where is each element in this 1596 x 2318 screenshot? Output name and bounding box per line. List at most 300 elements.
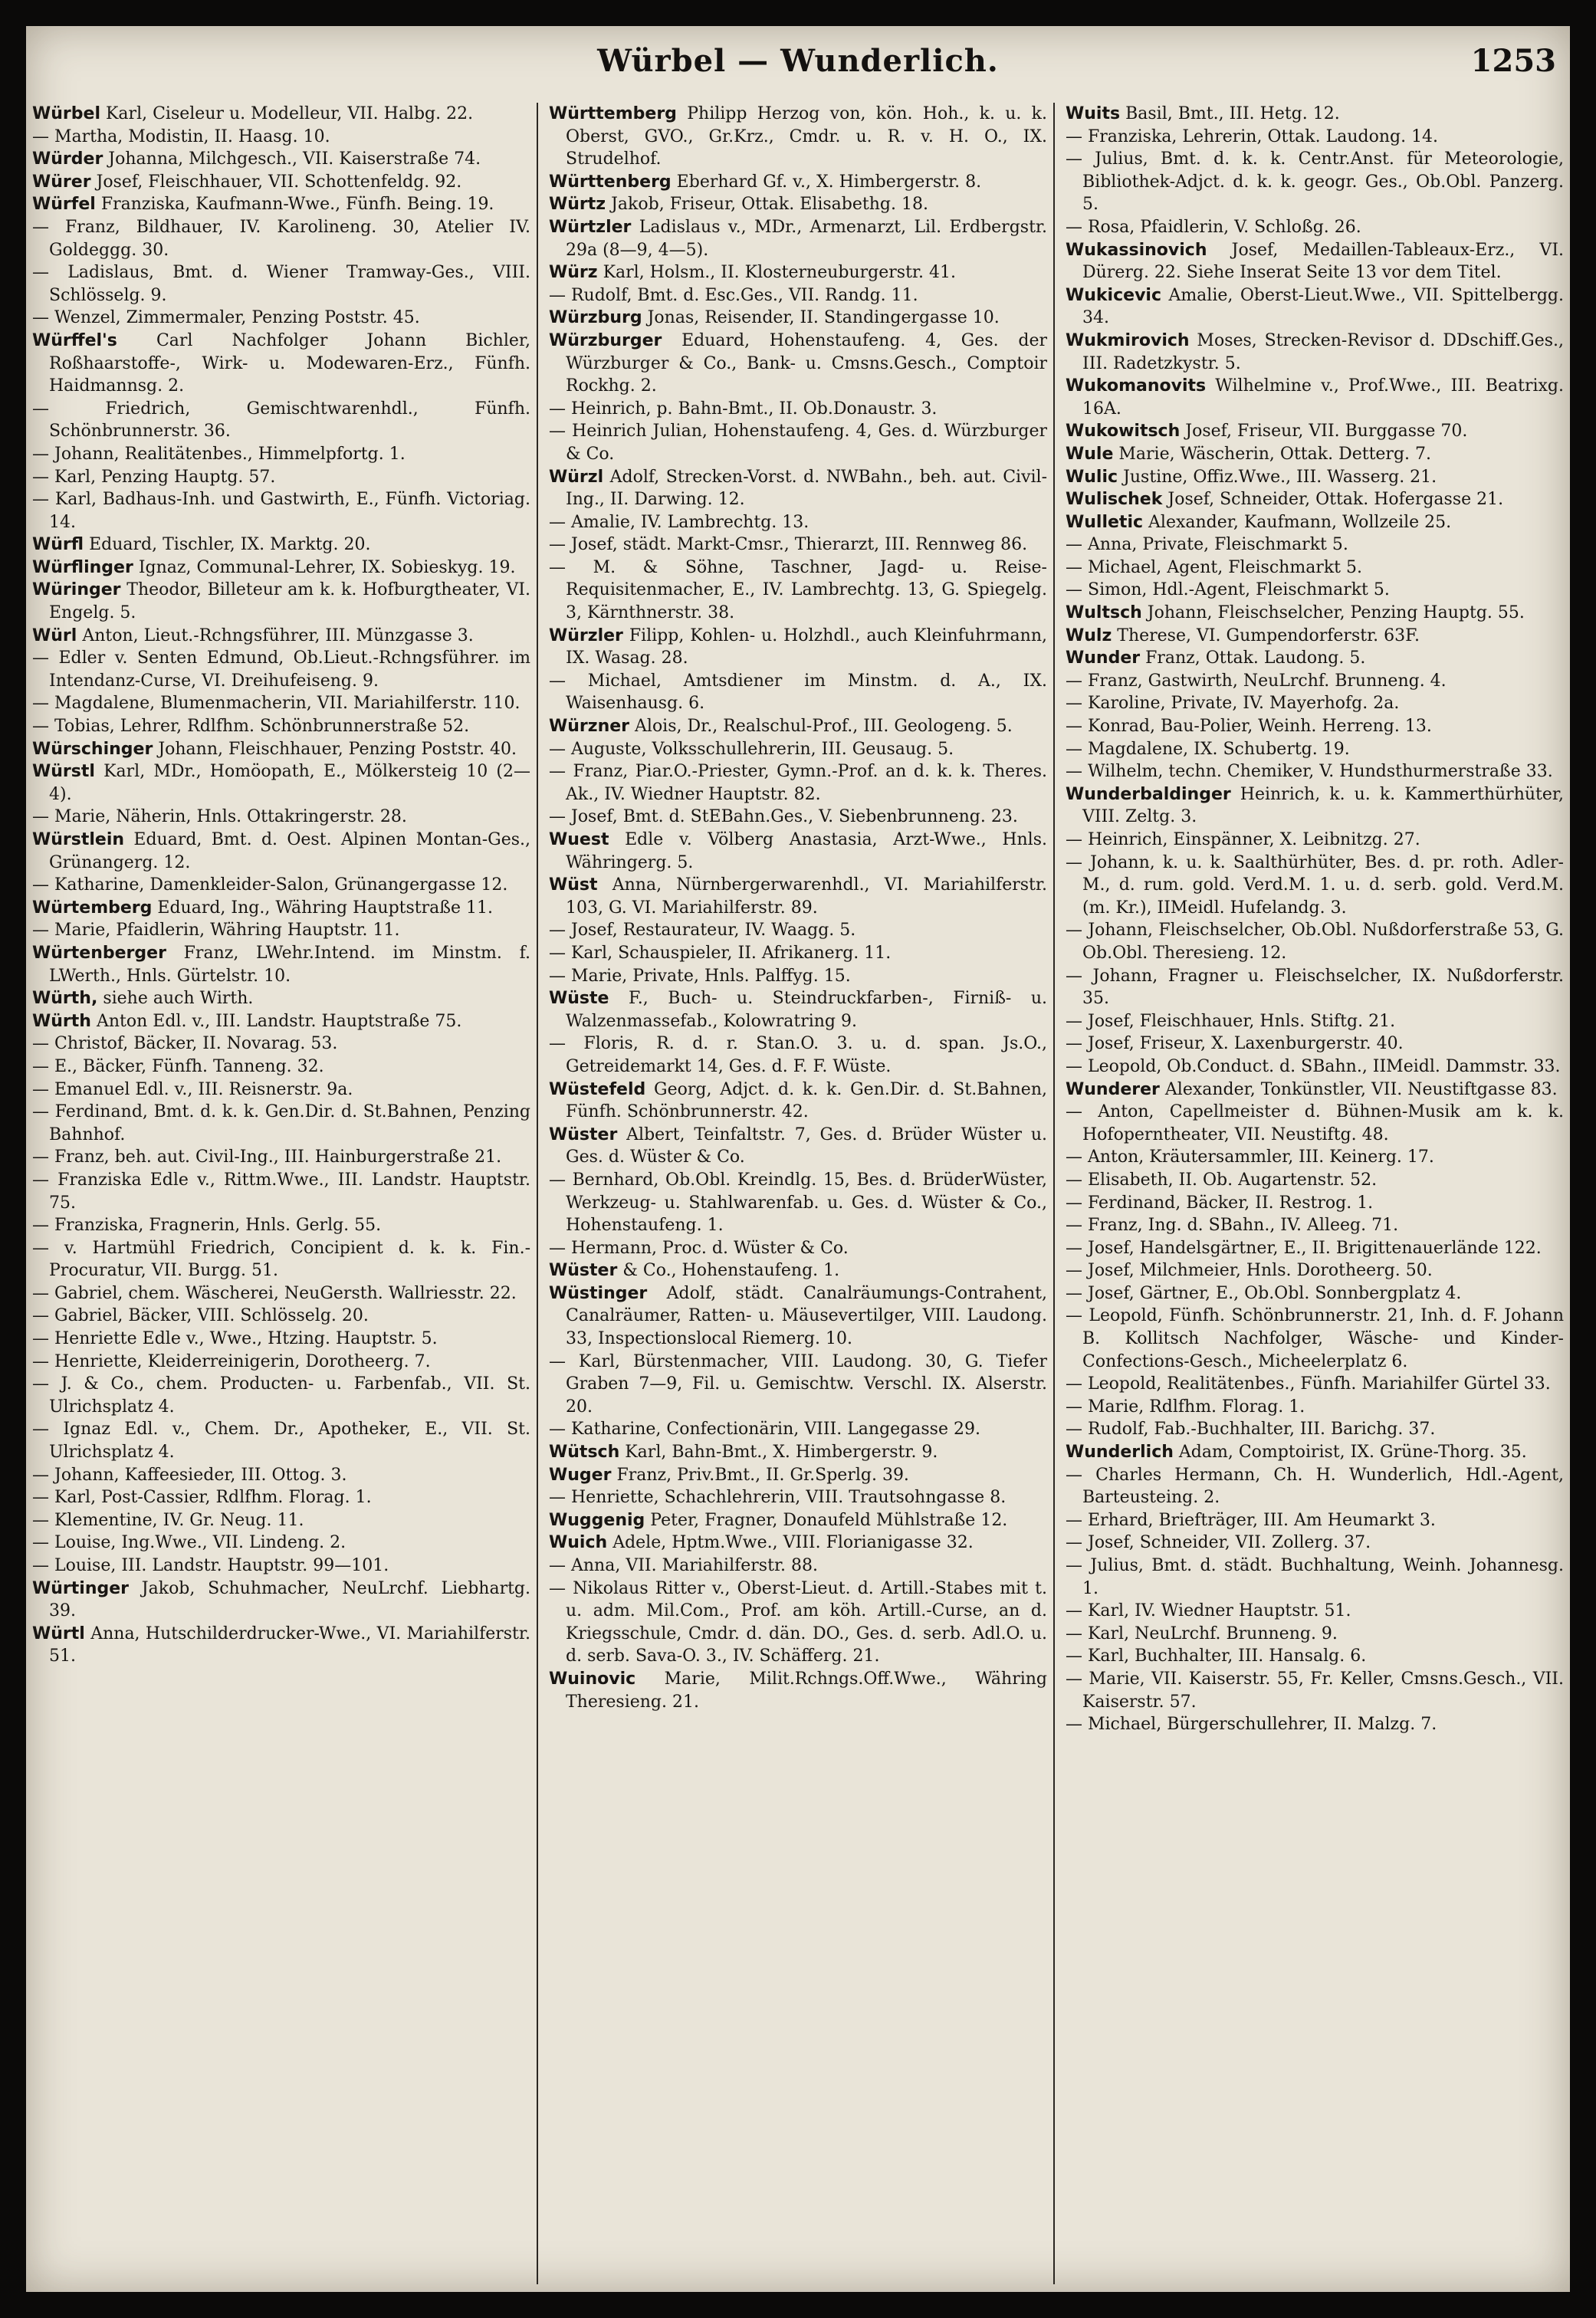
directory-entry [549, 919, 1047, 942]
entry-surname: Würz [549, 263, 598, 283]
entry-details: — Leopold, Realitätenbes., Fünfh. Mariahilfer Gürtel 33. [1066, 1374, 1551, 1394]
entry-surname: Würzner [549, 717, 630, 737]
directory-entry [549, 1486, 1047, 1509]
entry-surname: Würtzler [549, 217, 632, 237]
directory-entry [549, 1464, 1047, 1487]
entry-surname: Wulz [1066, 625, 1112, 645]
entry-details: — Michael, Agent, Fleischmarkt 5. [1066, 557, 1362, 577]
entry-details: Moses, Strecken-Revisor d. DDschiff.Ges., III. Radetzkystr. 5. [1082, 330, 1564, 373]
entry-details: — Franz, Piar.O.-Priester, Gymn.-Prof. an d. k. k. Theres. Ak., IV. Wiedner Hauptstr. 82. [549, 762, 1047, 804]
entry-details: Karl, Holsm., II. Klosterneuburgerstr. 41. [603, 263, 956, 283]
entry-surname: Würder [32, 149, 103, 169]
entry-details: — Johann, Kaffeesieder, III. Ottog. 3. [32, 1465, 347, 1485]
entry-surname: Wuest [549, 830, 609, 849]
entry-surname: Wuger [549, 1465, 612, 1485]
entry-details: — Klementine, IV. Gr. Neug. 11. [32, 1510, 304, 1530]
directory-entry [1066, 488, 1564, 511]
entry-details: Marie, Wäscherin, Ottak. Detterg. 7. [1118, 444, 1432, 464]
entry-surname: Wüst [549, 875, 598, 895]
entry-details: — Wilhelm, techn. Chemiker, V. Hundsthurmerstraße 33. [1066, 762, 1553, 782]
directory-entry [1066, 148, 1564, 216]
directory-entry [1066, 284, 1564, 330]
entry-details: Georg, Adjct. d. k. k. Gen.Dir. d. St.Bahnen, Fünfh. Schönbrunnerstr. 42. [566, 1079, 1047, 1122]
entry-surname: Wunderer [1066, 1079, 1160, 1099]
entry-details: — Johann, Fragner u. Fleischselcher, IX. Nußdorferstr. 35. [1066, 966, 1564, 1009]
directory-entry [32, 1282, 530, 1305]
directory-entry [1066, 443, 1564, 466]
directory-entry [1066, 103, 1564, 126]
directory-entry [32, 1056, 530, 1079]
entry-surname: Würstlein [32, 830, 125, 849]
entry-surname: Würbel [32, 104, 100, 123]
entry-details: Filipp, Kohlen- u. Holzhdl., auch Kleinfuhrmann, IX. Wasag. 28. [566, 625, 1048, 668]
directory-entry [549, 216, 1047, 261]
entry-details: Eduard, Ing., Währing Hauptstraße 11. [157, 898, 493, 918]
entry-details: Justine, Offiz.Wwe., III. Wasserg. 21. [1123, 467, 1437, 487]
entry-details: — Karl, IV. Wiedner Hauptstr. 51. [1066, 1601, 1351, 1621]
entry-details: Franz, Priv.Bmt., II. Gr.Sperlg. 39. [616, 1465, 909, 1485]
entry-details: — Josef, Schneider, VII. Zollerg. 37. [1066, 1533, 1371, 1553]
directory-entry [32, 1328, 530, 1351]
directory-entry [32, 126, 530, 149]
entry-details: Franz, LWehr.Intend. im Minstm. f. LWerth., Hnls. Gürtelstr. 10. [49, 943, 530, 986]
entry-details: — Henriette Edle v., Wwe., Htzing. Hauptstr. 5. [32, 1329, 438, 1349]
directory-entry [1066, 534, 1564, 557]
entry-surname: Wunderbaldinger [1066, 784, 1231, 804]
directory-entry [1066, 1441, 1564, 1464]
entry-details: — Karl, Bürstenmacher, VIII. Laudong. 30, G. Tiefer Graben 7—9, Fil. u. Gemischtw. Verschl. IX. Alserstr. 20. [549, 1351, 1047, 1417]
page-header [26, 43, 1570, 89]
entry-surname: Wuggenig [549, 1510, 645, 1530]
directory-entry [1066, 1509, 1564, 1532]
entry-details: — Ferdinand, Bmt. d. k. k. Gen.Dir. d. St.Bahnen, Penzing Bahnhof. [32, 1102, 530, 1144]
entry-surname: Würl [32, 625, 77, 645]
directory-entry [32, 216, 530, 261]
entry-details: Adam, Comptoirist, IX. Grüne-Thorg. 35. [1178, 1443, 1527, 1463]
directory-entry [32, 1033, 530, 1056]
directory-entry [32, 466, 530, 489]
entry-details: Alexander, Kaufmann, Wollzeile 25. [1148, 512, 1452, 532]
entry-details: — Michael, Bürgerschullehrer, II. Malzg. 7. [1066, 1715, 1437, 1735]
entry-details: Anton, Lieut.-Rchngsführer, III. Münzgasse 3. [82, 625, 474, 645]
directory-entry [549, 171, 1047, 194]
entry-details: Alexander, Tonkünstler, VII. Neustiftgasse 83. [1164, 1079, 1558, 1099]
directory-entry [1066, 1101, 1564, 1146]
entry-details: — J. & Co., chem. Producten- u. Farbenfab., VII. St. Ulrichsplatz 4. [32, 1374, 530, 1417]
entry-details: — Josef, städt. Markt-Cmsr., Thierarzt, III. Rennweg 86. [549, 535, 1028, 555]
directory-entry [549, 625, 1047, 670]
entry-details: — Heinrich Julian, Hohenstaufeng. 4, Ges. d. Würzburger & Co. [549, 422, 1047, 464]
entry-details: — Franz, Gastwirth, NeuLrchf. Brunneng. 4. [1066, 671, 1447, 691]
directory-entry [32, 148, 530, 171]
directory-entry [32, 1464, 530, 1487]
directory-entry [549, 330, 1047, 398]
entry-details: — Marie, Pfaidlerin, Währing Hauptstr. 11. [32, 921, 400, 941]
directory-entry [32, 692, 530, 715]
entry-surname: Württenberg [549, 172, 672, 192]
entry-details: Heinrich, k. u. k. Kammerthürhüter, VIII. Zeltg. 3. [1082, 784, 1564, 827]
entry-details: — Gabriel, Bäcker, VIII. Schlösselg. 20. [32, 1306, 369, 1326]
directory-entry [549, 466, 1047, 511]
entry-details: — Johann, Realitätenbes., Himmelpfortg. 1. [32, 444, 406, 464]
entry-details: — Julius, Bmt. d. k. k. Centr.Anst. für Meteorologie, Bibliothek-Adjct. d. k. k. geogr. Ges., Ob.Obl. Panzerg. 5. [1066, 149, 1564, 215]
entry-details: — Katharine, Confectionärin, VIII. Langegasse 29. [549, 1420, 980, 1440]
entry-details: — Anton, Kräutersammler, III. Keinerg. 17. [1066, 1148, 1434, 1167]
entry-details: — Floris, R. d. r. Stan.O. 3. u. d. span. Js.O., Getreidemarkt 14, Ges. d. F. F. Wüste. [549, 1034, 1047, 1076]
directory-entry [1066, 1645, 1564, 1668]
directory-entry [32, 829, 530, 874]
directory-entry [1066, 1623, 1564, 1646]
entry-details: Wilhelmine v., Prof.Wwe., III. Beatrixg. 16A. [1082, 376, 1564, 419]
entry-details: — Elisabeth, II. Ob. Augartenstr. 52. [1066, 1170, 1378, 1190]
entry-details: — Friedrich, Gemischtwarenhdl., Fünfh. Schönbrunnerstr. 36. [32, 399, 530, 442]
entry-details: Josef, Fleischhauer, VII. Schottenfeldg. 92. [96, 172, 462, 192]
entry-surname: Würffel's [32, 330, 117, 350]
directory-entry [1066, 1237, 1564, 1260]
entry-details: — Karl, Badhaus-Inh. und Gastwirth, E., Fünfh. Victoriag. 14. [32, 490, 530, 532]
entry-details: Amalie, Oberst-Lieut.Wwe., VII. Spittelbergg. 34. [1082, 285, 1564, 328]
entry-surname: Wüster [549, 1261, 618, 1281]
directory-entry [32, 874, 530, 897]
directory-entry [549, 1169, 1047, 1237]
directory-entry [549, 1509, 1047, 1532]
directory-entry [1066, 1532, 1564, 1555]
directory-entry [549, 1237, 1047, 1260]
entry-details: Therese, VI. Gumpendorferstr. 63F. [1117, 625, 1420, 645]
directory-entry [1066, 1713, 1564, 1736]
directory-entry [1066, 1282, 1564, 1305]
entry-details: — Leopold, Ob.Conduct. d. SBahn., IIMeidl. Dammstr. 33. [1066, 1056, 1561, 1076]
entry-details: siehe auch Wirth. [103, 989, 254, 1009]
entry-details: — Karl, NeuLrchf. Brunneng. 9. [1066, 1624, 1338, 1643]
directory-entry [549, 829, 1047, 874]
entry-surname: Wüstefeld [549, 1079, 646, 1099]
directory-entry [32, 579, 530, 624]
entry-details: — Karl, Penzing Hauptg. 57. [32, 467, 276, 487]
entry-details: Eduard, Hohenstaufeng. 4, Ges. der Würzburger & Co., Bank- u. Cmsns.Gesch., Comptoir Rockhg. 2. [566, 330, 1047, 396]
entry-details: Karl, Ciseleur u. Modelleur, VII. Halbg. 22. [106, 104, 474, 123]
entry-details: Adolf, städt. Canalräumungs-Contrahent, Canalräumer, Ratten- u. Mäusevertilger, VIII. Laudong. 33, Inspectionslocal Riemerg. 10. [566, 1283, 1047, 1349]
entry-details: Jakob, Friseur, Ottak. Elisabethg. 18. [611, 195, 928, 215]
directory-entry [32, 738, 530, 761]
entry-details: — Tobias, Lehrer, Rdlfhm. Schönbrunnerstraße 52. [32, 717, 470, 737]
entry-details: — v. Hartmühl Friedrich, Concipient d. k. k. Fin.-Procuratur, VII. Burgg. 51. [32, 1238, 530, 1281]
entry-details: — Josef, Handelsgärtner, E., II. Brigittenauerlände 122. [1066, 1238, 1542, 1258]
entry-details: — E., Bäcker, Fünfh. Tanneng. 32. [32, 1056, 324, 1076]
directory-entry [1066, 919, 1564, 964]
entry-surname: Wukicevic [1066, 285, 1161, 305]
directory-entry [32, 1486, 530, 1509]
directory-entry [1066, 557, 1564, 580]
entry-details: — Auguste, Volksschullehrerin, III. Geusaug. 5. [549, 739, 954, 759]
directory-entry [1066, 1056, 1564, 1079]
entry-surname: Wulischek [1066, 490, 1163, 510]
entry-details: — Rudolf, Bmt. d. Esc.Ges., VII. Randg. 11. [549, 285, 918, 305]
entry-details: — Johann, Fleischselcher, Ob.Obl. Nußdorferstraße 53, G. Ob.Obl. Theresieng. 12. [1066, 921, 1564, 963]
directory-entry [1066, 760, 1564, 783]
directory-entry [1066, 1418, 1564, 1441]
entry-details: Edle v. Völberg Anastasia, Arzt-Wwe., Hnls. Währingerg. 5. [566, 830, 1047, 872]
directory-entry [1066, 239, 1564, 284]
entry-surname: Wule [1066, 444, 1114, 464]
entry-details: — Rosa, Pfaidlerin, V. Schloßg. 26. [1066, 217, 1361, 237]
directory-entry [1066, 647, 1564, 670]
entry-surname: Würflinger [32, 557, 133, 577]
directory-entry [1066, 330, 1564, 375]
directory-entry [549, 103, 1047, 171]
directory-entry [549, 715, 1047, 738]
directory-entry [32, 1351, 530, 1374]
directory-entry [1066, 965, 1564, 1010]
directory-entry [32, 919, 530, 942]
directory-entry [549, 670, 1047, 715]
entry-details: — Simon, Hdl.-Agent, Fleischmarkt 5. [1066, 580, 1390, 600]
directory-entry [32, 307, 530, 330]
directory-entry [549, 1124, 1047, 1169]
directory-entry [1066, 738, 1564, 761]
entry-details: — Marie, Private, Hnls. Palffyg. 15. [549, 966, 851, 986]
directory-entry [549, 1418, 1047, 1441]
directory-entry [1066, 1010, 1564, 1033]
directory-entry [32, 488, 530, 534]
directory-entry [1066, 1192, 1564, 1215]
directory-entry [1066, 1033, 1564, 1056]
directory-entry [32, 1555, 530, 1578]
entry-details: Alois, Dr., Realschul-Prof., III. Geologeng. 5. [635, 717, 1013, 737]
entry-surname: Würtz [549, 195, 606, 215]
directory-entry [1066, 1600, 1564, 1623]
directory-entry [1066, 625, 1564, 648]
directory-entry [549, 965, 1047, 988]
directory-entry [549, 420, 1047, 465]
directory-entry [1066, 420, 1564, 443]
entry-details: Adele, Hptm.Wwe., VIII. Florianigasse 32. [612, 1533, 974, 1553]
entry-surname: Wuich [549, 1533, 608, 1553]
entry-surname: Wukassinovich [1066, 240, 1207, 260]
directory-entry [32, 557, 530, 580]
entry-details: — Marie, Näherin, Hnls. Ottakringerstr. 28. [32, 807, 407, 827]
entry-details: — Karl, Schauspieler, II. Afrikanerg. 11. [549, 943, 892, 963]
entry-details: Franz, Ottak. Laudong. 5. [1145, 648, 1366, 668]
directory-entry [32, 1305, 530, 1328]
entry-details: — Erhard, Briefträger, III. Am Heumarkt 3. [1066, 1510, 1436, 1530]
directory-entry [549, 1578, 1047, 1668]
directory-entry [549, 284, 1047, 307]
entry-surname: Wukowitsch [1066, 422, 1181, 442]
directory-entry [32, 1373, 530, 1418]
entry-surname: Wuinovic [549, 1669, 636, 1689]
directory-entry [549, 987, 1047, 1033]
entry-details: — Ferdinand, Bäcker, II. Restrog. 1. [1066, 1193, 1374, 1213]
directory-entry [549, 738, 1047, 761]
directory-entry [1066, 1305, 1564, 1373]
directory-column-1 [32, 103, 538, 2284]
entry-details: Ladislaus v., MDr., Armenarzt, Lil. Erdbergstr. 29a (8—9, 4—5). [566, 217, 1047, 260]
entry-details: F., Buch- u. Steindruckfarben-, Firniß- u. Walzenmassefab., Kolowratring 9. [566, 989, 1047, 1031]
entry-details: Anna, Hutschilderdrucker-Wwe., VI. Mariahilferstr. 51. [49, 1624, 530, 1666]
directory-entry [549, 1532, 1047, 1555]
entry-surname: Wüstinger [549, 1283, 648, 1303]
directory-entry [32, 806, 530, 829]
directory-entry [32, 647, 530, 692]
directory-entry [549, 1668, 1047, 1713]
entry-details: — Marie, Rdlfhm. Florag. 1. [1066, 1397, 1305, 1417]
entry-details: Anna, Nürnbergerwarenhdl., VI. Mariahilferstr. 103, G. VI. Mariahilferstr. 89. [566, 875, 1047, 918]
directory-column-3 [1066, 103, 1564, 2284]
entry-details: — Heinrich, p. Bahn-Bmt., II. Ob.Donaustr. 3. [549, 399, 938, 419]
entry-surname: Würstl [32, 762, 95, 782]
directory-entry [549, 534, 1047, 557]
entry-details: Franziska, Kaufmann-Wwe., Fünfh. Being. 19. [100, 195, 494, 215]
directory-entry [32, 103, 530, 126]
entry-surname: Würtenberger [32, 943, 166, 963]
directory-entry [1066, 511, 1564, 534]
entry-details: — Bernhard, Ob.Obl. Kreindlg. 15, Bes. d. BrüderWüster, Werkzeug- u. Stahlwarenfab. u. Ges. d. Wüster & Co., Hohenstaufeng. 1. [549, 1170, 1047, 1236]
entry-details: Johann, Fleischselcher, Penzing Hauptg. 55. [1147, 603, 1525, 623]
entry-details: — Josef, Gärtner, E., Ob.Obl. Sonnbergplatz 4. [1066, 1283, 1462, 1303]
entry-surname: Würer [32, 172, 91, 192]
directory-entry [1066, 715, 1564, 738]
directory-entry [549, 1282, 1047, 1351]
entry-details: — Nikolaus Ritter v., Oberst-Lieut. d. Artill.-Stabes mit t. u. adm. Mil.Com., Prof. am köh. Artill.-Curse, an d. Kriegsschule, Cmdr. d. dän. DO., Ges. d. serb. Adl.O. u. d. serb. Sava-O. 3., IV. Schäfferg. 21. [549, 1578, 1047, 1666]
directory-entry [549, 1259, 1047, 1282]
entry-details: — Charles Hermann, Ch. H. Wunderlich, Hdl.-Agent, Barteusteing. 2. [1066, 1465, 1564, 1508]
entry-details: Jonas, Reisender, II. Standingergasse 10. [647, 308, 1000, 328]
directory-columns [32, 103, 1564, 2284]
directory-entry [32, 330, 530, 398]
entry-details: Eberhard Gf. v., X. Himbergerstr. 8. [676, 172, 982, 192]
entry-details: — Franziska Edle v., Rittm.Wwe., III. Landstr. Hauptstr. 75. [32, 1170, 530, 1213]
entry-details: Josef, Friseur, VII. Burggasse 70. [1185, 422, 1468, 442]
directory-entry [32, 171, 530, 194]
entry-details: Peter, Fragner, Donaufeld Mühlstraße 12. [650, 1510, 1008, 1530]
entry-details: — Josef, Friseur, X. Laxenburgerstr. 40. [1066, 1034, 1404, 1054]
entry-surname: Würzler [549, 625, 623, 645]
directory-entry [549, 193, 1047, 216]
directory-entry [1066, 1169, 1564, 1192]
entry-details: — Franziska, Lehrerin, Ottak. Laudong. 14. [1066, 126, 1439, 146]
entry-details: — M. & Söhne, Taschner, Jagd- u. Reise-Requisitenmacher, E., IV. Lambrechtg. 13, G. Spiegelg. 3, Kärnthnerstr. 38. [549, 557, 1047, 623]
directory-entry [32, 1509, 530, 1532]
entry-details: — Wenzel, Zimmermaler, Penzing Poststr. 45. [32, 308, 420, 328]
directory-entry [32, 1146, 530, 1169]
entry-details: — Katharine, Damenkleider-Salon, Grünangergasse 12. [32, 875, 508, 895]
directory-entry [32, 1578, 530, 1623]
entry-details: Johann, Fleischhauer, Penzing Poststr. 40. [158, 739, 517, 759]
entry-surname: Würth [32, 1011, 91, 1031]
directory-entry [32, 1214, 530, 1237]
entry-details: — Josef, Milchmeier, Hnls. Dorotheerg. 50. [1066, 1261, 1433, 1281]
entry-details: — Anton, Capellmeister d. Bühnen-Musik am k. k. Hofoperntheater, VII. Neustiftg. 48. [1066, 1102, 1564, 1144]
directory-entry [549, 398, 1047, 421]
directory-entry [549, 511, 1047, 534]
entry-surname: Wulic [1066, 467, 1118, 487]
entry-details: — Christof, Bäcker, II. Novarag. 53. [32, 1034, 338, 1054]
directory-column-2 [549, 103, 1055, 2284]
entry-details: — Karl, Buchhalter, III. Hansalg. 6. [1066, 1647, 1367, 1666]
entry-details: Eduard, Tischler, IX. Marktg. 20. [89, 535, 371, 555]
entry-details: — Karoline, Private, IV. Mayerhofg. 2a. [1066, 694, 1400, 714]
directory-page [26, 26, 1570, 2292]
directory-entry [32, 987, 530, 1010]
directory-entry [32, 1623, 530, 1668]
directory-entry [549, 760, 1047, 806]
entry-details: & Co., Hohenstaufeng. 1. [622, 1261, 840, 1281]
running-title: Würbel — Wunderlich. [597, 43, 999, 79]
directory-entry [1066, 466, 1564, 489]
directory-entry [32, 398, 530, 443]
entry-surname: Würtinger [32, 1578, 130, 1598]
entry-details: — Leopold, Fünfh. Schönbrunnerstr. 21, Inh. d. F. Johann B. Kollitsch Nachfolger, Wäsche- und Kinder-Confections-Gesch., Micheelerplatz 6. [1066, 1306, 1564, 1371]
entry-surname: Würth, [32, 989, 98, 1009]
entry-details: — Ladislaus, Bmt. d. Wiener Tramway-Ges., VIII. Schlösselg. 9. [32, 263, 530, 305]
entry-surname: Würschinger [32, 739, 153, 759]
entry-surname: Würzburg [549, 308, 642, 328]
entry-details: — Franziska, Fragnerin, Hnls. Gerlg. 55. [32, 1216, 382, 1236]
entry-details: — Louise, Ing.Wwe., VII. Lindeng. 2. [32, 1533, 346, 1553]
entry-details: — Franz, Ing. d. SBahn., IV. Alleeg. 71. [1066, 1216, 1399, 1236]
entry-details: — Magdalene, Blumenmacherin, VII. Mariahilferstr. 110. [32, 694, 521, 714]
directory-entry [549, 806, 1047, 829]
directory-entry [1066, 783, 1564, 829]
directory-entry [1066, 602, 1564, 625]
directory-entry [1066, 829, 1564, 852]
directory-entry [32, 1237, 530, 1282]
directory-entry [549, 874, 1047, 919]
entry-details: — Ignaz Edl. v., Chem. Dr., Apotheker, E., VII. St. Ulrichsplatz 4. [32, 1420, 530, 1463]
directory-entry [32, 1418, 530, 1463]
directory-entry [1066, 1464, 1564, 1509]
directory-entry [32, 443, 530, 466]
entry-details: Anton Edl. v., III. Landstr. Hauptstraße 75. [96, 1011, 462, 1031]
entry-details: — Karl, Post-Cassier, Rdlfhm. Florag. 1. [32, 1488, 372, 1508]
entry-details: Karl, MDr., Homöopath, E., Mölkersteig 10 (2—4). [49, 762, 530, 804]
entry-details: — Franz, beh. aut. Civil-Ing., III. Hainburgerstraße 21. [32, 1148, 502, 1167]
entry-details: — Gabriel, chem. Wäscherei, NeuGersth. Wallriesstr. 22. [32, 1283, 517, 1303]
entry-details: — Franz, Bildhauer, IV. Karolineng. 30, Atelier IV. Goldeggg. 30. [32, 217, 530, 260]
entry-details: Josef, Schneider, Ottak. Hofergasse 21. [1167, 490, 1504, 510]
directory-entry [1066, 692, 1564, 715]
entry-details: Ignaz, Communal-Lehrer, IX. Sobieskyg. 19. [138, 557, 516, 577]
entry-surname: Würfel [32, 195, 96, 215]
entry-details: — Hermann, Proc. d. Wüster & Co. [549, 1238, 849, 1258]
directory-entry [549, 942, 1047, 965]
directory-entry [32, 261, 530, 307]
entry-details: — Konrad, Bau-Polier, Weinh. Herreng. 13. [1066, 717, 1432, 737]
entry-surname: Wuits [1066, 104, 1121, 123]
entry-details: — Johann, k. u. k. Saalthürhüter, Bes. d. pr. roth. Adler-M., d. rum. gold. Verd.M. 1. u. d. serb. gold. Verd.M. (m. Kr.), IIMeidl. Hufelandg. 3. [1066, 852, 1564, 918]
entry-details: Philipp Herzog von, kön. Hoh., k. u. k. Oberst, GVO., Gr.Krz., Cmdr. u. R. v. H. O., IX. Strudelhof. [566, 104, 1047, 169]
entry-details: — Michael, Amtsdiener im Minstm. d. A., IX. Waisenhausg. 6. [549, 671, 1047, 714]
entry-surname: Württemberg [549, 104, 677, 123]
entry-details: Karl, Bahn-Bmt., X. Himbergerstr. 9. [625, 1443, 938, 1463]
entry-details: Theodor, Billeteur am k. k. Hofburgtheater, VI. Engelg. 5. [49, 580, 530, 623]
directory-entry [549, 1555, 1047, 1578]
directory-entry [549, 261, 1047, 284]
entry-surname: Wulletic [1066, 512, 1144, 532]
entry-surname: Würtemberg [32, 898, 153, 918]
entry-details: — Emanuel Edl. v., III. Reisnerstr. 9a. [32, 1079, 353, 1099]
directory-entry [32, 534, 530, 557]
directory-entry [1066, 1214, 1564, 1237]
entry-surname: Wukomanovits [1066, 376, 1207, 396]
directory-entry [32, 897, 530, 920]
directory-entry [32, 1010, 530, 1033]
directory-entry [1066, 375, 1564, 420]
entry-details: — Anna, Private, Fleischmarkt 5. [1066, 535, 1348, 555]
directory-entry [549, 1079, 1047, 1124]
directory-entry [32, 1532, 530, 1555]
